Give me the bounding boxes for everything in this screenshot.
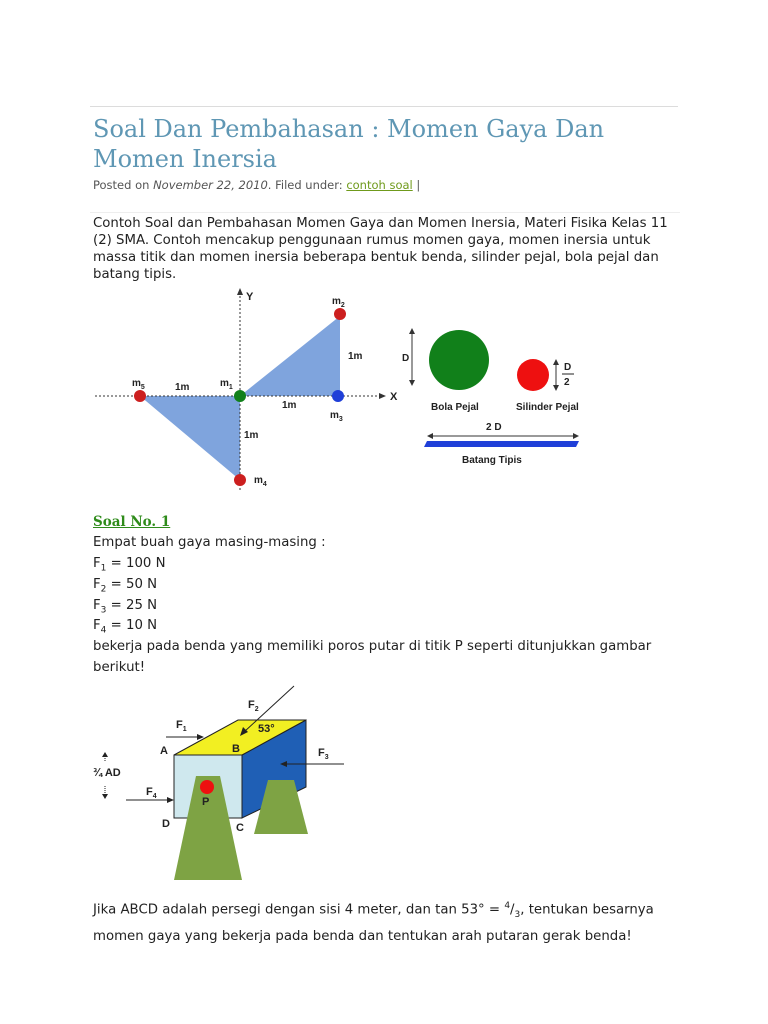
force-f4-line: $F_4 = 10$ N <box>93 618 158 636</box>
rod-arrow-right <box>573 433 579 439</box>
rod-arrow-left <box>427 433 433 439</box>
soal-1-heading: Soal No. 1 <box>93 514 171 530</box>
force-f4-arrowhead <box>167 797 174 803</box>
vertex-d-label: D <box>162 818 170 830</box>
rod-length-label: 2 D <box>486 422 502 433</box>
mass-m3-point <box>332 390 344 402</box>
vertex-c-label: C <box>236 822 244 834</box>
force-f2-line: $F_2 = 50$ N <box>93 577 158 595</box>
diameter-arrow-top <box>409 328 415 334</box>
half-diameter-denominator: 2 <box>564 377 570 388</box>
pivot-p-label: P <box>202 796 210 808</box>
three-quarter-ad-label: ¾ AD <box>93 767 121 779</box>
posted-on-label: Posted on <box>93 178 150 192</box>
intro-paragraph: Contoh Soal dan Pembahasan Momen Gaya dan Momen Inersia, Materi Fisika Kelas 11 (2) SMA. Contoh mencakup penggunaan rumus momen gaya, momen inersia untuk massa titik dan momen inersia beberapa bentuk benda, silinder pejal, bola pejal dan batang tipis. <box>93 216 668 282</box>
forces-box-figure <box>88 682 378 882</box>
force-f1-label: $F_1$ <box>176 719 187 733</box>
thin-rod-label: Batang Tipis <box>462 455 522 466</box>
m2-label: $m_2$ <box>332 296 345 309</box>
filed-under-label: . Filed under: <box>267 178 343 192</box>
vertex-b-label: B <box>232 743 240 755</box>
soal-1-question: Jika ABCD adalah persegi dengan sisi 4 meter, dan $\tan 53^\circ = ^4/_3$, tentukan besarnya momen gaya yang bekerja pada benda dan tentukan arah putaran gerak benda! <box>93 901 654 945</box>
m3-label: $m_3$ <box>330 410 343 423</box>
x-axis-arrow <box>379 393 386 399</box>
y-axis-arrow <box>237 288 243 295</box>
ad-arrow-top <box>102 752 108 757</box>
m1-label: $m_1$ <box>220 378 233 391</box>
solid-cylinder <box>517 359 549 391</box>
half-d-arrow-bottom <box>553 385 559 391</box>
thin-rod <box>424 441 579 447</box>
force-f2-label: $F_2$ <box>248 699 259 713</box>
solid-cylinder-label: Silinder Pejal <box>516 402 579 413</box>
force-f3-label: $F_3$ <box>318 747 329 761</box>
y-axis-label: Y <box>246 291 254 303</box>
post-date: November 22, 2010 <box>153 178 268 192</box>
m4-label: $m_4$ <box>254 475 267 488</box>
post-title: Soal Dan Pembahasan : Momen Gaya Dan Momen Inersia <box>93 115 605 173</box>
angle-label: 53° <box>258 723 275 735</box>
triangle-lower-left <box>140 396 240 480</box>
soal-1-intro: Empat buah gaya masing-masing : <box>93 535 326 550</box>
solid-sphere <box>429 330 489 390</box>
half-d-arrow-top <box>553 359 559 365</box>
diameter-arrow-bottom <box>409 380 415 386</box>
m5-label: $m_5$ <box>132 378 145 391</box>
meta-separator: | <box>416 178 421 192</box>
length-down-label: 1m <box>244 430 259 441</box>
mass-m2-point <box>334 308 346 320</box>
half-diameter-numerator: D <box>564 362 572 373</box>
ad-arrow-bottom <box>102 794 108 799</box>
moment-inertia-figure <box>90 286 600 492</box>
top-divider <box>90 106 678 107</box>
solid-sphere-label: Bola Pejal <box>431 402 479 413</box>
diameter-label: D <box>402 353 410 364</box>
mass-m5-point <box>134 390 146 402</box>
triangle-upper-right <box>240 316 340 396</box>
meta-divider <box>90 212 680 213</box>
vertex-a-label: A <box>160 745 168 757</box>
force-f3-line: $F_3 = 25$ N <box>93 598 158 616</box>
x-axis-label: X <box>390 391 398 403</box>
mass-m1-point <box>234 390 246 402</box>
length-up-label: 1m <box>348 351 363 362</box>
mass-m4-point <box>234 474 246 486</box>
soal-1-description: bekerja pada benda yang memiliki poros putar di titik P seperti ditunjukkan gambar berikut! <box>93 639 652 675</box>
length-right-label: 1m <box>282 400 297 411</box>
post-meta <box>93 178 420 192</box>
category-link[interactable]: contoh soal <box>346 178 413 192</box>
force-f4-label: $F_4$ <box>146 786 157 800</box>
length-left-label: 1m <box>175 382 190 393</box>
force-f1-line: $F_1 = 100$ N <box>93 556 166 574</box>
pivot-point-p <box>200 780 214 794</box>
